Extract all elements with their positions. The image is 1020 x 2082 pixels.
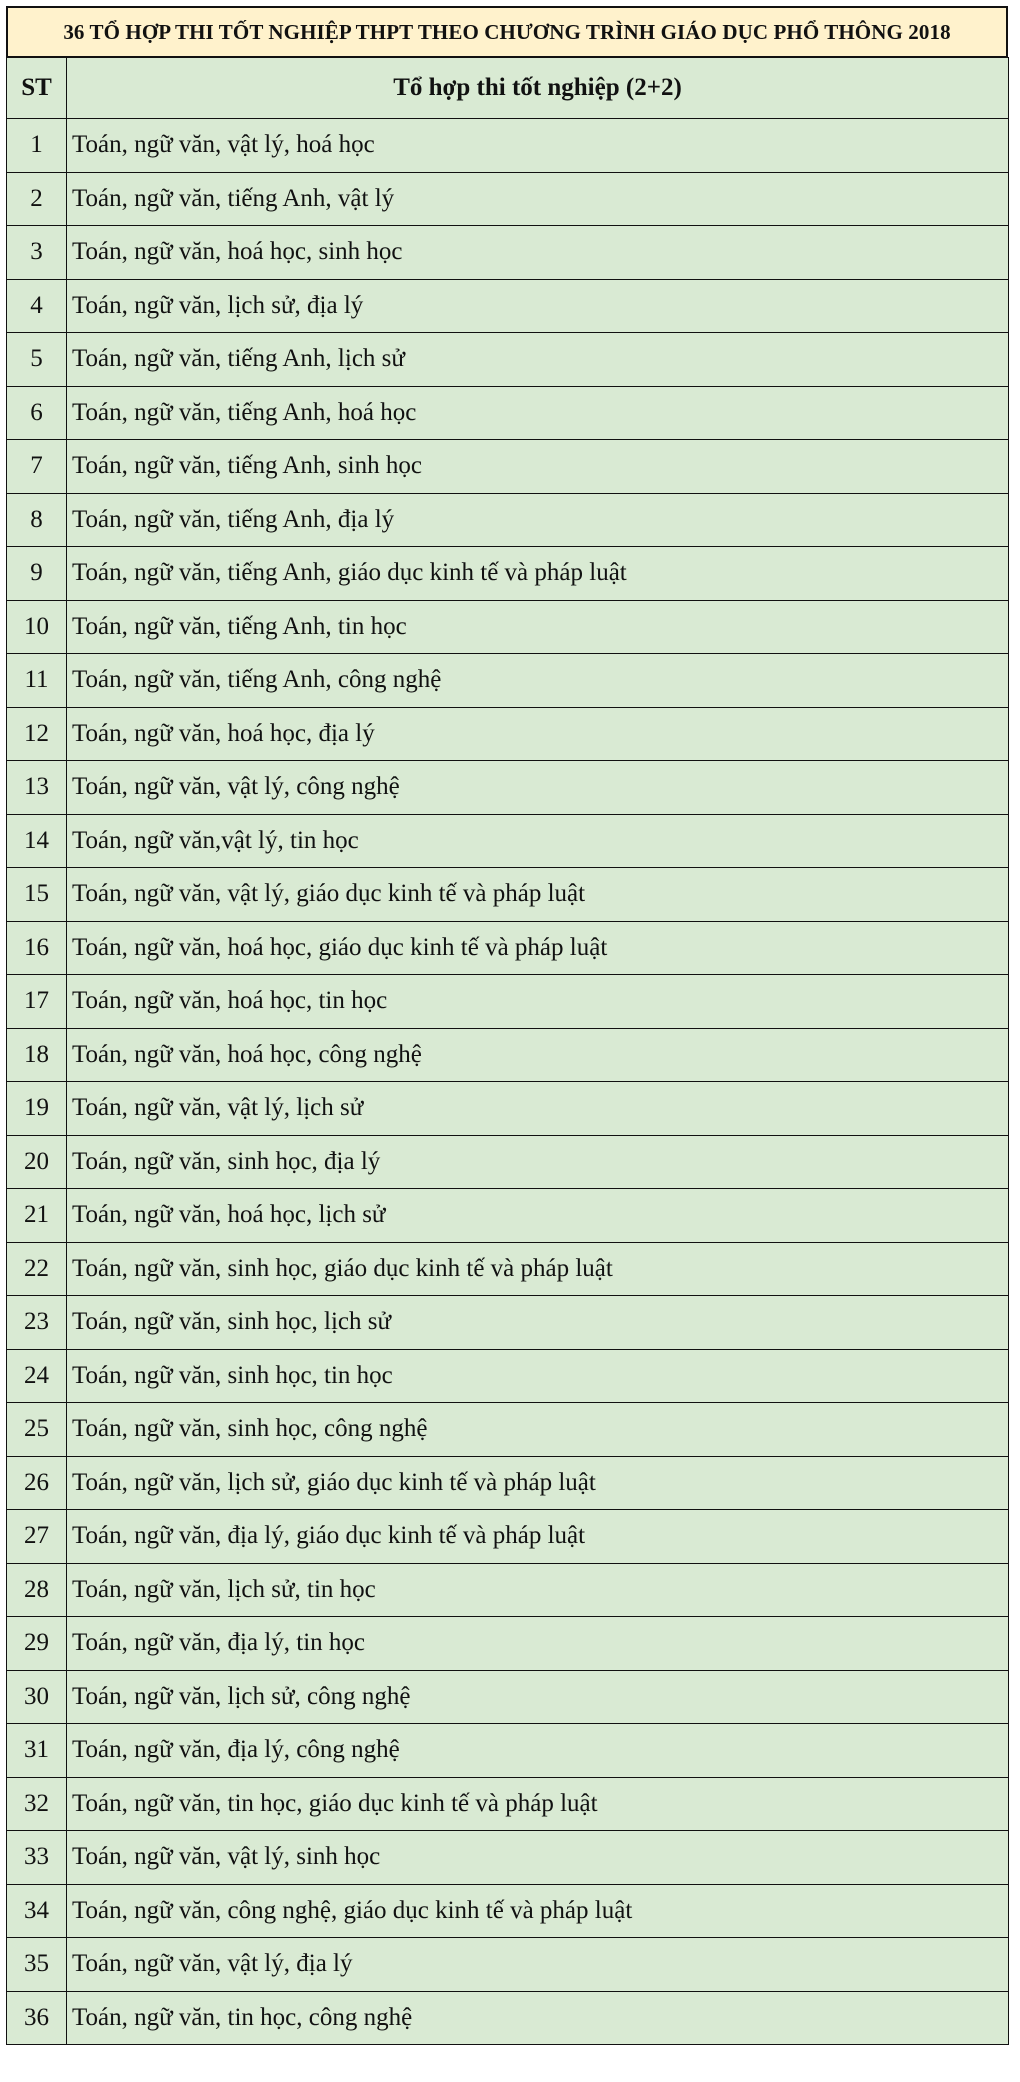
header-stt: ST [7,58,67,119]
table-row [7,493,1009,547]
row-combination: Toán, ngữ văn, sinh học, tin học [67,1349,1009,1403]
row-stt: 19 [7,1082,67,1136]
table-row [7,1189,1009,1243]
table-row [7,1938,1009,1992]
table-row [7,654,1009,708]
table-row [7,1296,1009,1350]
row-combination: Toán, ngữ văn, lịch sử, tin học [67,1563,1009,1617]
table-row [7,1242,1009,1296]
row-stt: 3 [7,226,67,280]
table-row [7,1082,1009,1136]
table-row [7,279,1009,333]
row-combination: Toán, ngữ văn, vật lý, giáo dục kinh tế và pháp luật [67,868,1009,922]
row-stt: 36 [7,1991,67,2045]
table-row [7,1884,1009,1938]
table-row [7,1456,1009,1510]
row-stt: 27 [7,1510,67,1564]
row-stt: 14 [7,814,67,868]
row-stt: 13 [7,761,67,815]
row-stt: 10 [7,600,67,654]
row-combination: Toán, ngữ văn, tin học, giáo dục kinh tế và pháp luật [67,1777,1009,1831]
row-combination: Toán, ngữ văn, tiếng Anh, sinh học [67,440,1009,494]
row-combination: Toán, ngữ văn, hoá học, địa lý [67,707,1009,761]
header-row [7,58,1009,119]
row-combination: Toán, ngữ văn, lịch sử, công nghệ [67,1670,1009,1724]
row-stt: 17 [7,975,67,1029]
row-combination: Toán, ngữ văn, hoá học, lịch sử [67,1189,1009,1243]
row-combination: Toán, ngữ văn, lịch sử, địa lý [67,279,1009,333]
row-combination: Toán, ngữ văn, tiếng Anh, tin học [67,600,1009,654]
table-row [7,547,1009,601]
table-title: 36 TỔ HỢP THI TỐT NGHIỆP THPT THEO CHƯƠNG TRÌNH GIÁO DỤC PHỔ THÔNG 2018 [6,6,1008,58]
header-combination: Tổ hợp thi tốt nghiệp (2+2) [67,58,1009,119]
row-stt: 20 [7,1135,67,1189]
table-row [7,707,1009,761]
row-stt: 9 [7,547,67,601]
table-row [7,868,1009,922]
row-combination: Toán, ngữ văn, sinh học, địa lý [67,1135,1009,1189]
row-stt: 22 [7,1242,67,1296]
table-row [7,1777,1009,1831]
table-row [7,226,1009,280]
row-stt: 31 [7,1724,67,1778]
row-stt: 8 [7,493,67,547]
row-stt: 33 [7,1831,67,1885]
row-combination: Toán, ngữ văn, sinh học, công nghệ [67,1403,1009,1457]
row-combination: Toán, ngữ văn, tiếng Anh, lịch sử [67,333,1009,387]
row-combination: Toán, ngữ văn, vật lý, công nghệ [67,761,1009,815]
row-combination: Toán, ngữ văn, vật lý, hoá học [67,119,1009,173]
table-row [7,440,1009,494]
row-stt: 18 [7,1028,67,1082]
row-combination: Toán, ngữ văn, sinh học, lịch sử [67,1296,1009,1350]
table-row [7,1349,1009,1403]
row-combination: Toán, ngữ văn, hoá học, tin học [67,975,1009,1029]
row-stt: 23 [7,1296,67,1350]
row-stt: 16 [7,921,67,975]
table-row [7,1135,1009,1189]
table-row [7,1617,1009,1671]
table-row [7,1670,1009,1724]
row-combination: Toán, ngữ văn, tiếng Anh, giáo dục kinh tế và pháp luật [67,547,1009,601]
row-combination: Toán, ngữ văn, hoá học, sinh học [67,226,1009,280]
row-combination: Toán, ngữ văn, công nghệ, giáo dục kinh tế và pháp luật [67,1884,1009,1938]
row-stt: 12 [7,707,67,761]
row-combination: Toán, ngữ văn, địa lý, công nghệ [67,1724,1009,1778]
row-stt: 34 [7,1884,67,1938]
row-stt: 5 [7,333,67,387]
row-combination: Toán, ngữ văn, tin học, công nghệ [67,1991,1009,2045]
row-combination: Toán, ngữ văn, hoá học, công nghệ [67,1028,1009,1082]
table-row [7,1028,1009,1082]
table-row [7,1510,1009,1564]
row-combination: Toán, ngữ văn, hoá học, giáo dục kinh tế và pháp luật [67,921,1009,975]
row-stt: 32 [7,1777,67,1831]
row-combination: Toán, ngữ văn, địa lý, tin học [67,1617,1009,1671]
row-stt: 6 [7,386,67,440]
row-stt: 28 [7,1563,67,1617]
row-combination: Toán, ngữ văn, tiếng Anh, vật lý [67,172,1009,226]
table-row [7,386,1009,440]
row-stt: 24 [7,1349,67,1403]
table-row [7,333,1009,387]
row-stt: 1 [7,119,67,173]
row-stt: 2 [7,172,67,226]
row-stt: 21 [7,1189,67,1243]
table-row [7,1563,1009,1617]
row-combination: Toán, ngữ văn, vật lý, sinh học [67,1831,1009,1885]
table-row [7,1991,1009,2045]
row-combination: Toán, ngữ văn, tiếng Anh, hoá học [67,386,1009,440]
table-row [7,600,1009,654]
table-row [7,119,1009,173]
table-row [7,1724,1009,1778]
row-combination: Toán, ngữ văn, sinh học, giáo dục kinh tế và pháp luật [67,1242,1009,1296]
table-row [7,975,1009,1029]
table-row [7,814,1009,868]
row-stt: 7 [7,440,67,494]
row-combination: Toán, ngữ văn, địa lý, giáo dục kinh tế và pháp luật [67,1510,1009,1564]
table-row [7,1403,1009,1457]
table-row [7,761,1009,815]
row-stt: 11 [7,654,67,708]
row-combination: Toán, ngữ văn, vật lý, địa lý [67,1938,1009,1992]
row-stt: 15 [7,868,67,922]
combinations-table [6,57,1009,2045]
table-row [7,921,1009,975]
row-stt: 29 [7,1617,67,1671]
row-combination: Toán, ngữ văn, tiếng Anh, địa lý [67,493,1009,547]
table-row [7,1831,1009,1885]
row-combination: Toán, ngữ văn, vật lý, lịch sử [67,1082,1009,1136]
row-stt: 35 [7,1938,67,1992]
row-stt: 4 [7,279,67,333]
table-body [7,119,1009,2045]
row-stt: 25 [7,1403,67,1457]
row-stt: 26 [7,1456,67,1510]
row-combination: Toán, ngữ văn,vật lý, tin học [67,814,1009,868]
row-combination: Toán, ngữ văn, lịch sử, giáo dục kinh tế và pháp luật [67,1456,1009,1510]
row-combination: Toán, ngữ văn, tiếng Anh, công nghệ [67,654,1009,708]
row-stt: 30 [7,1670,67,1724]
table-row [7,172,1009,226]
